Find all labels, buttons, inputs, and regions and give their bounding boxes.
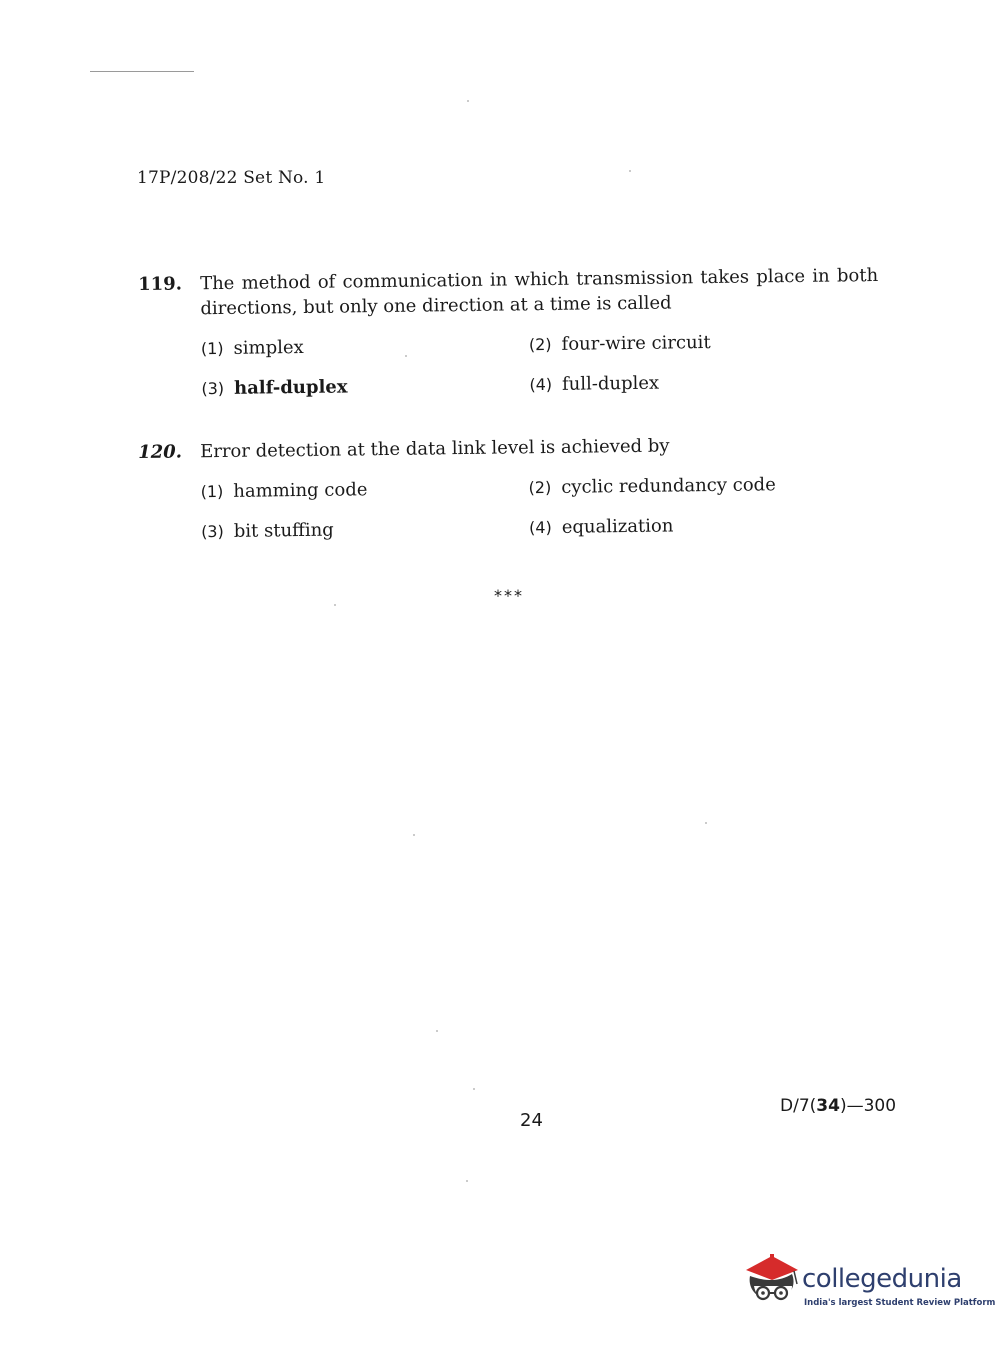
option-text: hamming code bbox=[233, 479, 368, 502]
options-list bbox=[201, 329, 880, 401]
end-marker: *** bbox=[494, 586, 524, 605]
scan-speck bbox=[405, 355, 407, 357]
option-number: (1) bbox=[200, 481, 224, 502]
option-number: (2) bbox=[528, 477, 552, 498]
scan-speck bbox=[467, 100, 469, 102]
scan-speck bbox=[436, 1030, 438, 1032]
scan-speck bbox=[629, 170, 631, 172]
question-text: Error detection at the data link level is achieved by bbox=[200, 435, 670, 463]
option-2 bbox=[529, 329, 859, 357]
option-4 bbox=[529, 512, 859, 540]
page-number: 24 bbox=[520, 1110, 543, 1131]
logo-tagline: India's largest Student Review Platform bbox=[804, 1298, 996, 1308]
option-3 bbox=[201, 516, 529, 544]
option-number: (3) bbox=[201, 378, 225, 399]
option-text: cyclic redundancy code bbox=[561, 474, 776, 498]
option-4 bbox=[529, 369, 859, 397]
option-number: (1) bbox=[200, 338, 224, 359]
option-number: (4) bbox=[529, 374, 553, 395]
scan-speck bbox=[413, 834, 415, 836]
question-number: 120. bbox=[138, 441, 183, 463]
option-text: simplex bbox=[233, 336, 304, 359]
option-text: bit stuffing bbox=[233, 519, 334, 542]
question-119 bbox=[138, 263, 880, 402]
logo-wordmark: collegedunia bbox=[802, 1264, 962, 1294]
option-number: (2) bbox=[528, 334, 552, 355]
option-1 bbox=[201, 333, 529, 361]
option-text: four-wire circuit bbox=[561, 332, 711, 355]
question-120 bbox=[138, 431, 879, 545]
options-list bbox=[200, 472, 879, 544]
option-text: equalization bbox=[561, 515, 674, 538]
option-2 bbox=[528, 472, 858, 500]
option-text: full-duplex bbox=[561, 372, 660, 395]
option-text: half-duplex bbox=[233, 376, 348, 399]
question-number: 119. bbox=[138, 273, 183, 295]
question-text: The method of communication in which transmission takes place in both directions, but only one direction at a time is called bbox=[200, 264, 879, 320]
scan-speck bbox=[705, 822, 707, 824]
scan-speck bbox=[473, 1088, 475, 1090]
collegedunia-logo bbox=[742, 1250, 996, 1312]
option-number: (4) bbox=[528, 517, 552, 538]
option-3 bbox=[201, 373, 529, 401]
footer-code: D/7(34)—300 bbox=[780, 1096, 897, 1116]
top-rule bbox=[90, 71, 194, 72]
scan-speck bbox=[334, 604, 336, 606]
student-mascot-icon bbox=[742, 1250, 800, 1312]
paper-code: 17P/208/22 Set No. 1 bbox=[137, 168, 326, 188]
option-1 bbox=[200, 476, 528, 504]
option-number: (3) bbox=[201, 521, 224, 542]
scan-speck bbox=[466, 1180, 468, 1182]
